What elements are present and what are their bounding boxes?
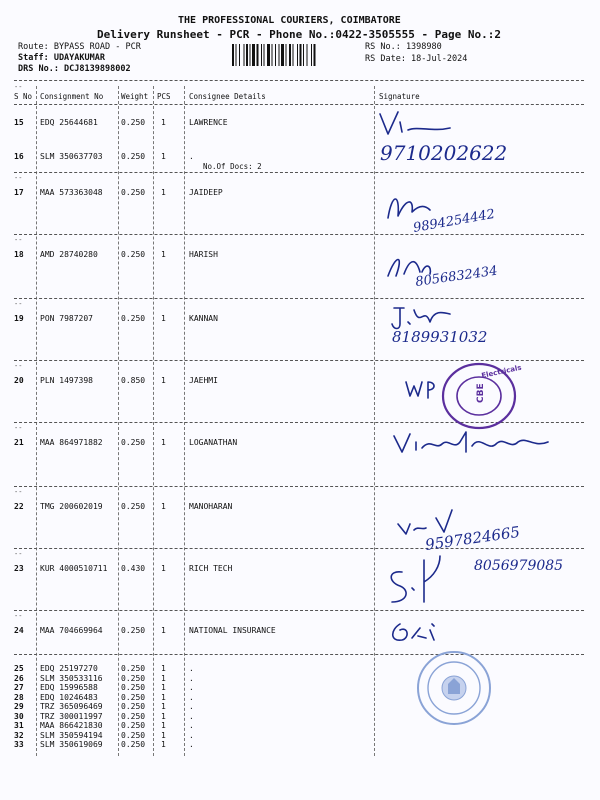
phone-22: 9597824665 [424, 522, 522, 554]
row-consignee: HARISH [189, 250, 218, 259]
row-pcs: 1 [161, 250, 166, 259]
row-consignee: . [189, 692, 194, 702]
row-sno: 25 [14, 664, 24, 673]
signature-18 [386, 244, 536, 298]
row-pcs: 1 [161, 702, 166, 711]
row-divider [14, 172, 584, 173]
row-consignee: JAIDEEP [189, 188, 223, 197]
row-sno: 21 [14, 438, 24, 447]
row-consignment-no: SLM 350637703 [40, 152, 103, 161]
col-consignment: Consignment No [40, 92, 104, 101]
stamp-electricals [438, 360, 523, 436]
signature-22 [396, 500, 586, 560]
row-pcs: 1 [161, 626, 166, 635]
barcode-icon [232, 44, 356, 66]
row-weight: 0.250 [121, 502, 146, 511]
phone-17: 9894254442 [412, 206, 497, 236]
row-consignment-no: PON 7987207 [40, 314, 93, 323]
row-weight: 0.250 [121, 118, 146, 127]
row-consignment-no: TRZ 300011997 [40, 711, 103, 721]
row-pcs: 1 [161, 152, 166, 161]
row-sno: 19 [14, 314, 24, 323]
row-consignee: LOGANATHAN [189, 438, 238, 447]
row-pcs: 1 [161, 673, 166, 683]
row-sno: 20 [14, 376, 24, 385]
row-weight: 0.250 [121, 702, 146, 711]
runsheet-page: THE PROFESSIONAL COURIERS, COIMBATORE Delivery Runsheet - PCR - Phone No.:0422-3505555 - Page No.:2 Route: BYPASS ROAD - PCR Staff: UDAYAKUMAR DRS No.: DCJ8139898002 RS No.: 1398980 RS Date: 18-Jul-2024 -- S No Consignment No Weight PCS Consignee Details Signature 15 EDQ 25644681 0.250 1 LAWRENCE 16 SLM 350637703 0.250 1 . No.Of Docs: 2 17 MAA 573363048 0.250 1 JAIDEEP -- 18 AMD 28740280 0.250 1 HARISH -- 19 PON 7987207 0.250 1 KANNAN -- 20 PLN 1497398 0.850 1 JAEHMI -- 21 MAA 864971882 0.250 1 LOGANATHAN -- 22 TMG 200602019 0.250 1 MANOHARAN -- 23 KUR 4000510711 0.430 1 RICH TECH -- 24 MAA 704669964 0.250 1 NATIONAL INSURANCE -- 25 EDQ 25197270 0.250 1 . 26 SLM 350533116 0.250 1 . 27 EDQ 15996588 0.250 1 . 28 EDQ 10246483 0.250 1 . 29 TRZ 365096469 0.250 1 . 30 TRZ 300011997 0.250 1 . 31 MAA 866421830 0.250 1 . 32 SLM 350594194 0.250 1 . 33 SLM 350619069 0.250 1 . 9710202622 9894254442 8056832434 8189931032 Electricals CBE 9597824665 8056979085 [0, 0, 600, 800]
row-sno: 18 [14, 250, 24, 259]
signature-19 [390, 302, 540, 352]
row-sno: 16 [14, 152, 24, 161]
col-weight: Weight [121, 92, 149, 101]
route-label: Route: BYPASS ROAD - PCR [18, 42, 141, 52]
row-weight: 0.430 [121, 564, 146, 573]
row-weight: 0.250 [121, 673, 146, 683]
row-consignment-no: EDQ 25197270 [40, 664, 98, 673]
row-sno: 28 [14, 692, 24, 702]
stamp-electricals-text: Electricals [480, 363, 523, 380]
rs-date: RS Date: 18-Jul-2024 [365, 54, 468, 64]
row-pcs: 1 [161, 692, 166, 702]
row-consignment-no: EDQ 15996588 [40, 683, 98, 692]
divider [14, 80, 584, 81]
row-sno: 17 [14, 188, 24, 197]
row-consignment-no: KUR 4000510711 [40, 564, 108, 573]
row-weight: 0.250 [121, 664, 146, 673]
row-consignee: . [189, 152, 194, 161]
drs-number: DRS No.: DCJ8139898002 [18, 64, 131, 74]
rs-number: RS No.: 1398980 [365, 42, 442, 52]
runsheet-subtitle: Delivery Runsheet - PCR - Phone No.:0422-3505555 - Page No.:2 [97, 28, 501, 41]
row-pcs: 1 [161, 683, 166, 692]
row-consignment-no: EDQ 25644681 [40, 118, 98, 127]
row-sno: 24 [14, 626, 24, 635]
row-consignment-no: AMD 28740280 [40, 250, 98, 259]
row-consignment-no: MAA 704669964 [40, 626, 103, 635]
row-consignee: LAWRENCE [189, 118, 228, 127]
row-consignee: . [189, 721, 194, 730]
row-weight: 0.250 [121, 188, 146, 197]
signature-21 [392, 428, 562, 462]
row-consignment-no: SLM 350594194 [40, 730, 103, 740]
row-weight: 0.250 [121, 721, 146, 730]
divider [14, 104, 584, 105]
row-weight: 0.250 [121, 438, 146, 447]
signature-24 [388, 620, 458, 650]
row-sno: 33 [14, 740, 24, 749]
staff-label: Staff: UDAYAKUMAR [18, 53, 105, 63]
signature-16 [380, 138, 540, 172]
col-pcs: PCS [157, 92, 171, 101]
row-sno: 30 [14, 711, 24, 721]
row-consignee: . [189, 683, 194, 692]
col-consignee: Consignee Details [189, 92, 266, 101]
row-sno: 15 [14, 118, 24, 127]
row-pcs: 1 [161, 721, 166, 730]
row-pcs: 1 [161, 314, 166, 323]
row-weight: 0.250 [121, 683, 146, 692]
phone-23: 8056979085 [474, 558, 564, 574]
row-weight: 0.250 [121, 692, 146, 702]
row-consignment-no: TMG 200602019 [40, 502, 103, 511]
row-consignment-no: PLN 1497398 [40, 376, 93, 385]
row-consignee: . [189, 711, 194, 721]
row-weight: 0.250 [121, 250, 146, 259]
row-pcs: 1 [161, 118, 166, 127]
row-sno: 32 [14, 730, 24, 740]
row-sno: 22 [14, 502, 24, 511]
phone-19: 8189931032 [392, 328, 488, 346]
stamp-cbe-text: CBE [476, 383, 486, 403]
row-consignee: KANNAN [189, 314, 218, 323]
row-consignment-no: SLM 350533116 [40, 673, 103, 683]
row-consignee: . [189, 740, 194, 749]
row-pcs: 1 [161, 564, 166, 573]
row-consignee: . [189, 702, 194, 711]
row-weight: 0.250 [121, 730, 146, 740]
row-weight: 0.250 [121, 152, 146, 161]
signature-15 [378, 108, 458, 142]
row-consignee: RICH TECH [189, 564, 233, 573]
row-pcs: 1 [161, 740, 166, 749]
row-sno: 29 [14, 702, 24, 711]
row-consignee: . [189, 730, 194, 740]
row-consignment-no: TRZ 365096469 [40, 702, 103, 711]
row-weight: 0.250 [121, 314, 146, 323]
row-sno: 27 [14, 683, 24, 692]
row-pcs: 1 [161, 376, 166, 385]
signature-17 [386, 188, 536, 242]
row-consignee: . [189, 673, 194, 683]
row-weight: 0.850 [121, 376, 146, 385]
phone-16: 9710202622 [380, 141, 508, 165]
row-consignee: NATIONAL INSURANCE [189, 626, 276, 635]
row-sno: 23 [14, 564, 24, 573]
row-pcs: 1 [161, 502, 166, 511]
row-pcs: 1 [161, 438, 166, 447]
row-consignment-no: SLM 350619069 [40, 740, 103, 749]
col-signature: Signature [379, 92, 420, 101]
row-consignee: . [189, 664, 194, 673]
row-consignment-no: MAA 864971882 [40, 438, 103, 447]
row-sno: 31 [14, 721, 24, 730]
row-divider [14, 654, 584, 655]
company-title: THE PROFESSIONAL COURIERS, COIMBATORE [178, 15, 401, 26]
col-sno: S No [14, 92, 33, 101]
row-consignment-no: MAA 866421830 [40, 721, 103, 730]
row-consignee: MANOHARAN [189, 502, 233, 511]
stamp-seal-icon [414, 648, 494, 732]
row-pcs: 1 [161, 730, 166, 740]
row-pcs: 1 [161, 711, 166, 721]
row-weight: 0.250 [121, 626, 146, 635]
phone-18: 8056832434 [414, 263, 499, 290]
row-weight: 0.250 [121, 740, 146, 749]
row-note: No.Of Docs: 2 [203, 162, 262, 171]
row-sno: 26 [14, 673, 24, 683]
row-consignment-no: EDQ 10246483 [40, 692, 98, 702]
row-consignment-no: MAA 573363048 [40, 188, 103, 197]
signature-23 [384, 552, 584, 616]
row-pcs: 1 [161, 664, 166, 673]
row-consignee: JAEHMI [189, 376, 218, 385]
row-weight: 0.250 [121, 711, 146, 721]
row-divider [14, 486, 584, 487]
row-pcs: 1 [161, 188, 166, 197]
row-divider [14, 298, 584, 299]
